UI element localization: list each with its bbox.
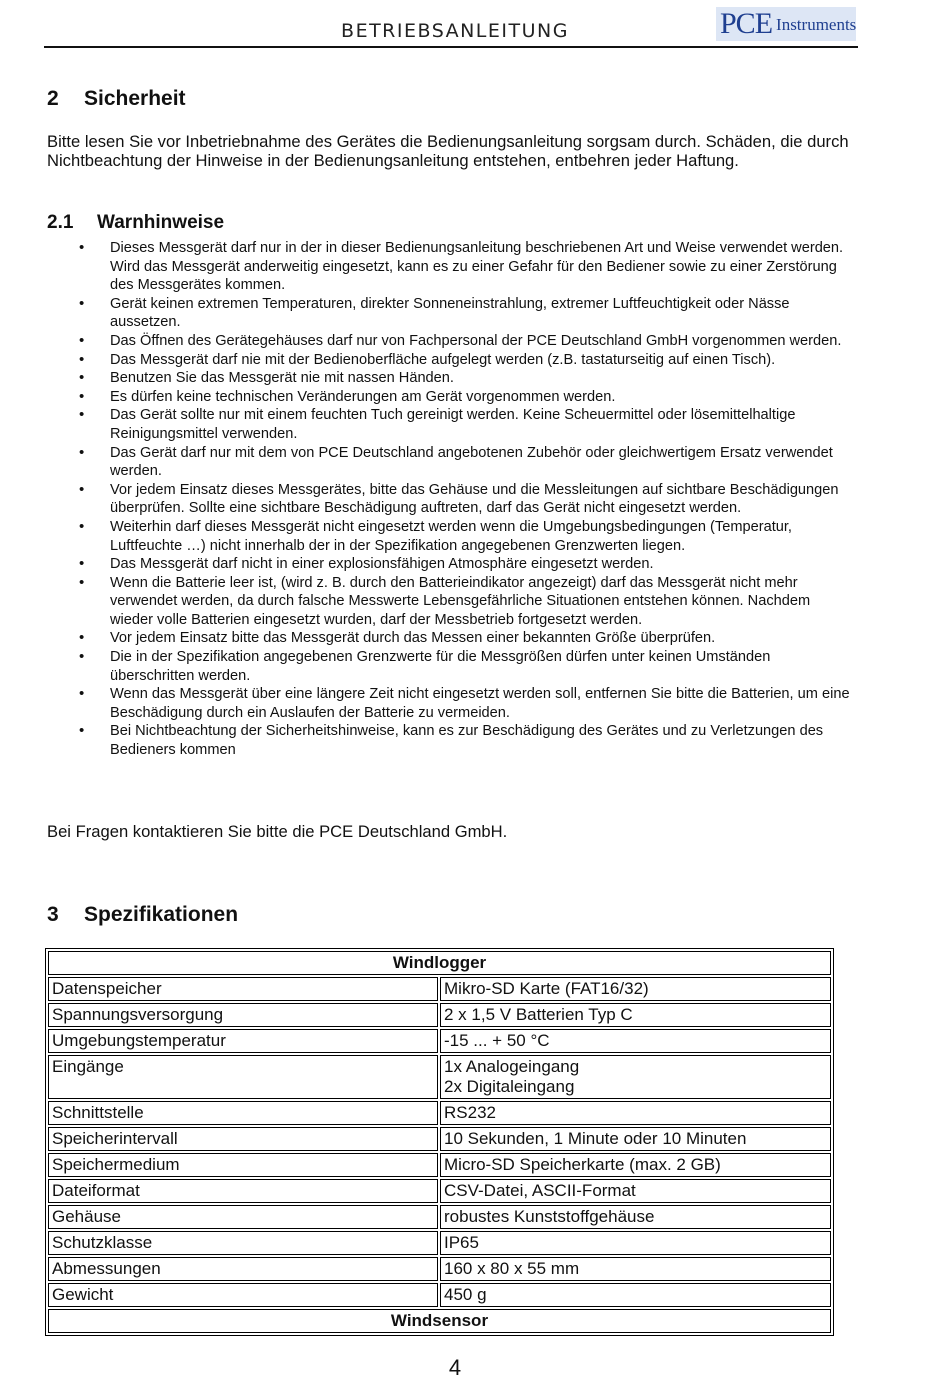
contact-note: Bei Fragen kontaktieren Sie bitte die PCE Deutschland GmbH. <box>47 822 508 841</box>
spec-value: 2 x 1,5 V Batterien Typ C <box>440 1003 831 1027</box>
spec-key: Eingänge <box>48 1055 438 1099</box>
list-item: • Das Messgerät darf nie mit der Bedienoberfläche aufgelegt werden (z.B. tastaturseitig auf einen Tisch). <box>0 351 855 370</box>
section-2-title: Sicherheit <box>84 87 186 110</box>
list-item: • Benutzen Sie das Messgerät nie mit nassen Händen. <box>0 369 855 388</box>
list-item: • Wenn das Messgerät über eine längere Zeit nicht eingesetzt werden soll, entfernen Sie bitte die Batterien, um eine Beschädigung durch ein Auslaufen der Batterie zu vermeiden. <box>0 685 855 722</box>
section-3-title: Spezifikationen <box>84 903 239 926</box>
spec-key: Dateiformat <box>48 1179 438 1203</box>
section-2-intro: Bitte lesen Sie vor Inbetriebnahme des Gerätes die Bedienungsanleitung sorgsam durch. Schäden, die durch Nichtbeachtung der Hinweise in der Bedienungsanleitung entstehen, entbehren jeder Haftung. <box>47 132 849 170</box>
logo-pce-text: PCE <box>720 7 773 40</box>
section-3-heading <box>47 903 238 927</box>
spec-key: Schutzklasse <box>48 1231 438 1255</box>
warning-list <box>0 239 880 760</box>
spec-value: 450 g <box>440 1283 831 1307</box>
header-rule <box>44 46 858 48</box>
table-footer-row <box>48 1309 831 1333</box>
table-row <box>48 1257 831 1281</box>
table-row <box>48 1029 831 1053</box>
page-number: 4 <box>448 1355 462 1380</box>
spec-key: Gehäuse <box>48 1205 438 1229</box>
specification-table <box>45 948 834 1336</box>
list-item: • Vor jedem Einsatz dieses Messgerätes, bitte das Gehäuse und die Messleitungen auf sichtbare Beschädigungen überprüfen. Sollte eine sichtbare Beschädigung auftreten, darf das Gerät nicht eingesetzt werden. <box>0 481 855 518</box>
spec-value: 160 x 80 x 55 mm <box>440 1257 831 1281</box>
list-item: • Die in der Spezifikation angegebenen Grenzwerte für die Messgrößen dürfen unter keinen Umständen überschritten werden. <box>0 648 855 685</box>
table-header-row <box>48 951 831 975</box>
list-item: • Vor jedem Einsatz bitte das Messgerät durch das Messen einer bekannten Größe überprüfen. <box>0 629 855 648</box>
spec-key: Abmessungen <box>48 1257 438 1281</box>
table-row <box>48 1205 831 1229</box>
table-row <box>48 1127 831 1151</box>
spec-value: RS232 <box>440 1101 831 1125</box>
table-row <box>48 1179 831 1203</box>
list-item: • Weiterhin darf dieses Messgerät nicht eingesetzt werden wenn die Umgebungsbedingungen (Temperatur, Luftfeuchte …) nicht innerhalb der in der Spezifikation angegebenen Grenzwerten liegen. <box>0 518 855 555</box>
spec-key: Schnittstelle <box>48 1101 438 1125</box>
spec-value: IP65 <box>440 1231 831 1255</box>
spec-key: Umgebungstemperatur <box>48 1029 438 1053</box>
spec-value: Mikro-SD Karte (FAT16/32) <box>440 977 831 1001</box>
spec-value: Micro-SD Speicherkarte (max. 2 GB) <box>440 1153 831 1177</box>
table-row <box>48 1283 831 1307</box>
section-2-1-title: Warnhinweise <box>97 212 225 233</box>
list-item: • Das Gerät sollte nur mit einem feuchten Tuch gereinigt werden. Keine Scheuermittel oder lösemittelhaltige Reinigungsmittel verwenden. <box>0 406 855 443</box>
list-item: • Bei Nichtbeachtung der Sicherheitshinweise, kann es zur Beschädigung des Gerätes und zu Verletzungen des Bedieners kommen <box>0 722 855 759</box>
table-header-windsensor: Windsensor <box>48 1309 831 1333</box>
list-item: • Das Öffnen des Gerätegehäuses darf nur von Fachpersonal der PCE Deutschland GmbH vorgenommen werden. <box>0 332 855 351</box>
spec-value: 10 Sekunden, 1 Minute oder 10 Minuten <box>440 1127 831 1151</box>
table-row <box>48 1231 831 1255</box>
section-2-1-heading <box>47 212 224 234</box>
header-title: BETRIEBSANLEITUNG <box>341 20 569 42</box>
spec-key: Spannungsversorgung <box>48 1003 438 1027</box>
spec-value: robustes Kunststoffgehäuse <box>440 1205 831 1229</box>
list-item: • Dieses Messgerät darf nur in der in dieser Bedienungsanleitung beschriebenen Art und Weise verwendet werden. Wird das Messgerät anderweitig eingesetzt, kann es zu einer Gefahr für den Bediener sowie zu einer Zerstörung des Messgerätes kommen. <box>0 239 855 295</box>
list-item: • Das Messgerät darf nicht in einer explosionsfähigen Atmosphäre eingesetzt werden. <box>0 555 855 574</box>
spec-value: CSV-Datei, ASCII-Format <box>440 1179 831 1203</box>
spec-key: Speichermedium <box>48 1153 438 1177</box>
list-item: • Es dürfen keine technischen Veränderungen am Gerät vorgenommen werden. <box>0 388 855 407</box>
table-row <box>48 1055 831 1099</box>
logo-instruments-text: Instruments <box>776 14 857 34</box>
list-item: • Wenn die Batterie leer ist, (wird z. B. durch den Batterieindikator angezeigt) darf das Messgerät nicht mehr verwendet werden, da durch falsche Messwerte Lebensgefährliche Situationen entstehen können. Nachdem wieder volle Batterien eingesetzt wurden, darf der Messbetrieb fortgesetzt werden. <box>0 574 855 630</box>
section-2-heading <box>47 87 186 111</box>
table-row <box>48 977 831 1001</box>
spec-value: -15 ... + 50 °C <box>440 1029 831 1053</box>
section-3-number: 3 <box>47 903 59 926</box>
spec-key: Gewicht <box>48 1283 438 1307</box>
spec-key: Datenspeicher <box>48 977 438 1001</box>
spec-key: Speicherintervall <box>48 1127 438 1151</box>
list-item: • Das Gerät darf nur mit dem von PCE Deutschland angebotenen Zubehör oder gleichwertigem Ersatz verwendet werden. <box>0 444 855 481</box>
section-2-number: 2 <box>47 87 59 110</box>
spec-value: 1x Analogeingang 2x Digitaleingang <box>440 1055 831 1099</box>
pce-instruments-logo <box>716 7 856 41</box>
table-header-windlogger: Windlogger <box>48 951 831 975</box>
list-item: • Gerät keinen extremen Temperaturen, direkter Sonneneinstrahlung, extremer Luftfeuchtigkeit oder Nässe aussetzen. <box>0 295 855 332</box>
section-2-1-number: 2.1 <box>47 212 74 233</box>
table-row <box>48 1101 831 1125</box>
table-row <box>48 1003 831 1027</box>
table-row <box>48 1153 831 1177</box>
